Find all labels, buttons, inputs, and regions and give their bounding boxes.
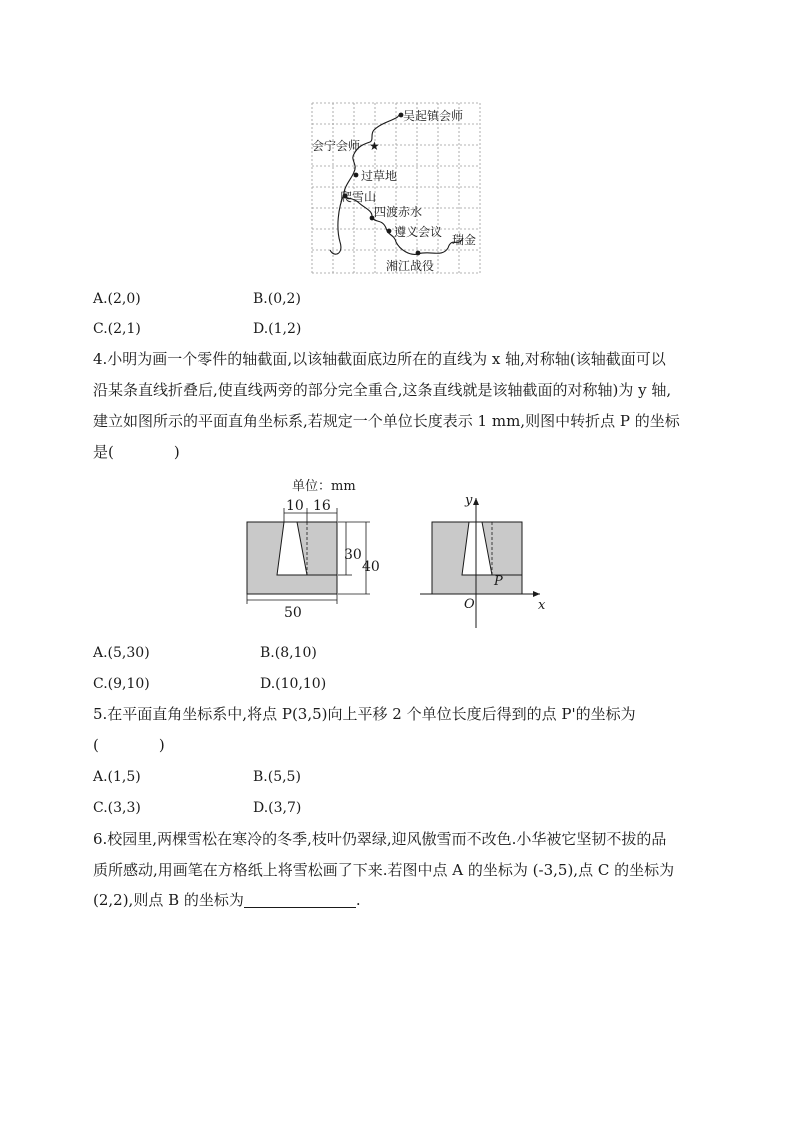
label-huining: 会宁会师 (312, 139, 361, 153)
q3-option-c: C.(2,1) (93, 321, 141, 337)
q4-option-c: C.(9,10) (93, 676, 150, 692)
q4-line-1: 4.小明为画一个零件的轴截面,以该轴截面底边所在的直线为 x 轴,对称轴(该轴截面可以 (93, 350, 666, 368)
star-icon: ★ (369, 139, 380, 153)
label-guocaodi: 过草地 (361, 169, 398, 183)
q4-option-a: A.(5,30) (93, 645, 150, 661)
label-paxueshan: 爬雪山 (340, 190, 377, 204)
part-coordinate-diagram (420, 488, 560, 628)
long-march-map (300, 98, 490, 278)
label-xiangjiang: 湘江战役 (386, 259, 435, 273)
q6-line-3 (93, 893, 361, 908)
dim-50: 50 (284, 605, 302, 620)
label-wuqi: 吴起镇会师 (403, 109, 464, 123)
map-grid (312, 103, 480, 273)
point-guocaodi (354, 173, 359, 178)
point-p-label: P (494, 574, 503, 589)
dim-30: 30 (344, 547, 362, 563)
q4-option-d: D.(10,10) (260, 676, 327, 692)
answer-blank[interactable] (244, 893, 356, 908)
q3-option-b: B.(0,2) (253, 291, 301, 307)
point-xiangjiang (416, 251, 421, 256)
q6-line-1: 6.校园里,两棵雪松在寒冷的冬季,枝叶仍翠绿,迎风傲雪而不改色.小华被它坚韧不拔的品 (93, 830, 667, 848)
label-sidu: 四渡赤水 (374, 205, 423, 219)
part-dimension-diagram (240, 472, 390, 620)
part-shape (247, 522, 337, 594)
q3-option-d: D.(1,2) (253, 321, 302, 337)
q6-line-2: 质所感动,用画笔在方格纸上将雪松画了下来.若图中点 A 的坐标为 (-3,5),点 C 的坐标为 (93, 861, 675, 879)
q5-option-c: C.(3,3) (93, 800, 141, 816)
q4-line-3: 建立如图所示的平面直角坐标系,若规定一个单位长度表示 1 mm,则图中转折点 P 的坐标 (93, 412, 680, 430)
q4-line-2: 沿某条直线折叠后,使直线两旁的部分完全重合,这条直线就是该轴截面的对称轴)为 y 轴, (93, 381, 672, 399)
label-zunyi: 遵义会议 (394, 225, 443, 239)
axis-y-label: y (465, 493, 473, 508)
dim-16: 16 (313, 498, 331, 514)
unit-label: 单位：mm (292, 479, 356, 494)
dim-40: 40 (362, 559, 380, 575)
q5-option-d: D.(3,7) (253, 800, 302, 816)
origin-label: O (464, 597, 475, 612)
point-zunyi (387, 229, 392, 234)
dim-10: 10 (286, 498, 304, 514)
q4-option-b: B.(8,10) (260, 645, 317, 661)
label-ruijin: 瑞金 (452, 233, 477, 247)
axis-x-label: x (538, 598, 546, 613)
q4-line-4: 是( ) (93, 443, 180, 461)
q3-option-a: A.(2,0) (93, 291, 141, 307)
q5-line-1: 5.在平面直角坐标系中,将点 P(3,5)向上平移 2 个单位长度后得到的点 P'的坐标为 (93, 705, 636, 723)
q6-line-3-text: (2,2),则点 B 的坐标为 (93, 891, 244, 909)
q5-line-2: ( ) (93, 736, 165, 754)
part-shape-coord (432, 522, 522, 594)
q5-option-a: A.(1,5) (93, 769, 141, 785)
q6-line-3-period: . (355, 891, 361, 909)
q5-option-b: B.(5,5) (253, 769, 301, 785)
